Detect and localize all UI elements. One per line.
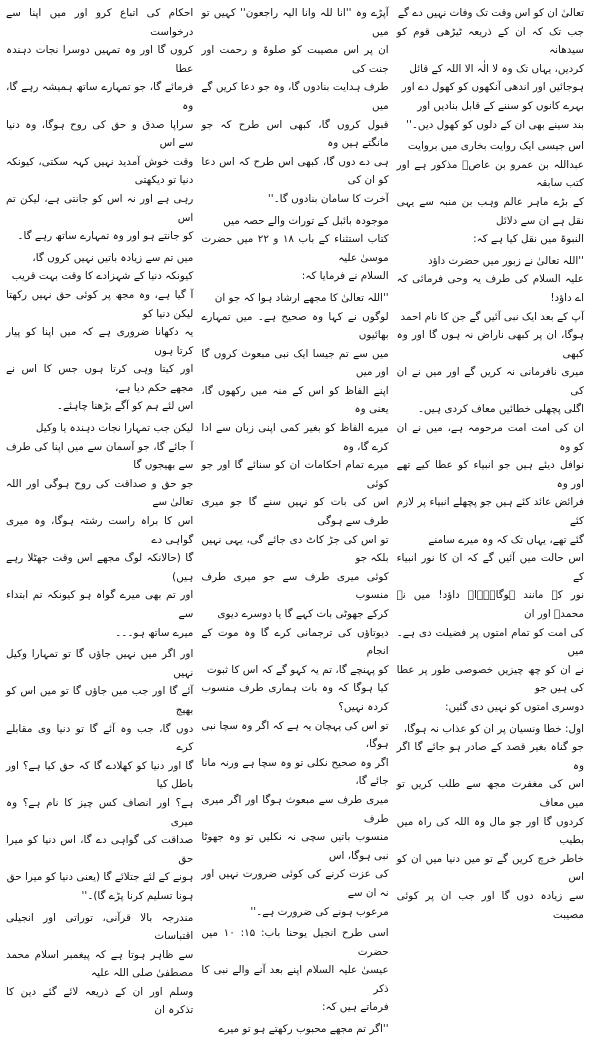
paragraph: اسی طرح انجیل یوحنا باب: ۱۵: ۱۰ میں حضرت عیسیٰ علیہ السلام اپنے بعد آنے والے نبی کا ذکر فرماتے ہیں کہ: <box>201 927 389 1014</box>
paragraph: اول: خطا ونسیان پر ان کو عذاب نہ ہوگا، جو گناہ بغیر قصد کے صادر ہو جائے گا اگر وہ اس کی مغفرت مجھ سے طلب کریں تو میں معاف کردوں گا اور جو مال وہ اللہ کی راہ میں بطیب خاطر خرچ کریں گے تو میں دنیا میں ان کو اس سے زیادہ دوں گا اور جب ان پر کوئی مصیبت <box>396 722 584 921</box>
paragraph: لیکن جب تمہارا نجات دہندہ یا وکیل آ جائے گا، جو آسمان سے میں اپنا کی طرف سے بھیجوں گا جو حق و صداقت کی روح ہوگی اور اللہ تعالیٰ سے اس کا براہ راست رشتہ ہوگا، وہ میری گواہی دے گا (حالانکہ لوگ مجھے اس وقت جھٹلا رہے ہیں) اور تم بھی میرے گواہ ہو کیونکہ تم ابتداء سے میرے ساتھ ہو۔۔۔ <box>6 422 194 639</box>
text-column-left <box>6 4 194 1017</box>
paragraph: تعالیٰ ان کو اس وقت تک وفات نہیں دے گے جب تک کہ ان کے ذریعہ ٹیڑھی قوم کو سیدھانہ کردیں، یہاں تک وہ لا الٰہ الا اللہ کے قائل ہوجائیں اور اندھی آنکھوں کو کھول دے اور بہرے کانوں کو سننے کے قابل بنادیں اور بند سینے بھی ان کے دلوں کو کھول دیں۔'' <box>396 7 584 131</box>
text-column-middle <box>201 4 389 1036</box>
paragraph: احکام کی اتباع کرو اور میں اپنا سے درخواست کروں گا اور وہ تمہیں دوسرا نجات دہندہ عطا فرمائے گا، جو تمہارے ساتھ ہمیشہ رہے گا، وہ سراپا صدق و حق کی روح ہوگا، وہ دنیا سے اس وقت خوش آمدید نہیں کہہ سکتی، کیونکہ دنیا تو دیکھتی رہی ہے اور نہ اس کو جانتی ہے، لیکن تم اس کو جانتے ہو اور وہ تمہارے ساتھ رہے گا۔ <box>6 7 194 243</box>
paragraph: اس جیسی ایک روایت بخاری میں بروایت عبداللہ بن عمرو بن عاصؓ مذکور ہے اور کتب سابقہ کے بڑے ماہر عالم وہب بن منبہ سے یہی نقل ہے ان سے دلائل النبوۃ میں نقل کیا ہے کہ: <box>396 140 584 246</box>
paragraph: ''اللہ تعالیٰ نے زبور میں حضرت داؤد علیہ السلام کی طرف یہ وحی فرمائی کہ اے داؤد! آپ کے بعد ایک نبی آئیں گے جن کا نام احمد ہوگا، ان پر کبھی ناراض نہ ہوں گا اور وہ کبھی میری نافرمانی نہ کریں گے اور میں نے ان کی اگلی پچھلی خطائیں معاف کردی ہیں۔ ان کی امت امت مرحومہ ہے، میں نے ان کو وہ نوافل دیئے ہیں جو انبیاء کو عطا کیے تھے اور وہ فرائض عائد کئے ہیں جو پچھلے انبیاء پر لازم کئے گئے تھے، یہاں تک کہ وہ میرے سامنے اس حالت میں آئیں گے کہ ان کا نور انبیاء کے نور کے مانند ہوگا۔۔۔اے داؤد! میں نے محمدؐ اور ان کی امت کو تمام امتوں پر فضیلت دی ہے۔ میں نے ان کو چھ چیزیں خصوصی طور پر عطا کی ہیں جو دوسری امتوں کو نہیں دی گئیں: <box>396 254 584 713</box>
paragraph: ''اگر تم مجھے محبوب رکھتے ہو تو میرے <box>218 1023 389 1036</box>
paragraph: آپڑے وہ ''انا للہ وانا الیہ راجعون'' کہیں تو میں ان پر اس مصیبت کو صلوۃ و رحمت اور جنت کی طرف ہدایت بنادوں گا، وہ جو دعا کریں گے میں قبول کروں گا، کبھی اس طرح کہ جو مانگتے ہیں وہ ہی دے دوں گا، کبھی اس طرح کہ اس دعا کو ان کی آخرت کا سامان بنادوں گا۔'' <box>201 7 389 205</box>
paragraph: ''اللہ تعالیٰ کا مجھے ارشاد ہوا کہ جو ان لوگوں نے کہا وہ صحیح ہے۔ میں تمہارے بھائیوں میں سے تم جیسا ایک نبی مبعوث کروں گا اور میں اپنے الفاظ کو اس کے منہ میں رکھوں گا، یعنی وہ میرے الفاظ کو بغیر کمی اپنی زبان سے ادا کرے گا، وہ میرے تمام احکامات ان کو سنائے گا اور جو کوئی اس کی بات کو نہیں سنے گا جو میری طرف سے ہوگی تو اس کی جڑ کاٹ دی جائے گی، یہی نہیں بلکہ جو کوئی میری طرف سے جو میری طرف منسوب کرکے جھوٹی بات کہے گا یا دوسرے دیوی دیوتاؤں کی ترجمانی کرے گا وہ موت کے انجام کو پہنچے گا، تم یہ کہو گے کہ اس کا ثبوت کیا ہوگا کہ وہ بات ہماری طرف منسوب کردہ نہیں؟ تو اس کی پہچان یہ ہے کہ اگر وہ سچا نبی ہوگا، اگر وہ صحیح نکلی تو وہ سچا ہے ورنہ مانا جائے گا، میری طرف سے مبعوث ہوگا اور اگر میری طرف منسوب باتیں سچی نہ نکلیں تو وہ جھوٹا نبی ہوگا، اس کی عزت کرنے کی کوئی ضرورت نہیں اور نہ ان سے مرعوب ہونے کی ضرورت ہے۔'' <box>201 291 389 918</box>
paragraph: میں تم سے زیادہ باتیں نہیں کروں گا، کیونکہ دنیا کے شہزادے کا وقت بہت قریب آ گیا ہے، وہ مجھ پر کوئی حق نہیں رکھتا لیکن دنیا کو یہ دکھانا ضروری ہے کہ میں اپنا کو پیار کرتا ہوں اور کیتا وہی کرتا ہوں جس کا اس نے مجھے حکم دیا ہے، اس لئے ہم کو آگے بڑھنا چاہئے۔ <box>6 251 194 413</box>
paragraph: اور اگر میں نہیں جاؤں گا تو تمہارا وکیل نہیں آئے گا اور جب میں جاؤں گا تو میں اس کو بھیج دوں گا، جب وہ آئے گا تو دنیا وی مقابلے کرے گا اور دنیا کو کھلادے گا کہ حق کیا ہے؟ اور باطل کیا ہے؟ اور انصاف کس چیز کا نام ہے؟ وہ میری صداقت کی گواہی دے گا، اس دنیا کو میرا حق ہونے کے لئے جتلائے گا (یعنی دنیا کو میرا حق ہونا تسلیم کرنا پڑے گا)۔'' <box>6 648 194 902</box>
text-column-right <box>396 4 584 921</box>
paragraph: مندرجہ بالا قرآنی، توراتی اور انجیلی اقتباسات سے ظاہر ہوتا ہے کہ پیغمبر اسلام محمد مصطفیٰ صلی اللہ علیہ وسلم اور ان کے ذریعہ لائے گئے دین کا تذکرہ ان <box>6 911 194 1017</box>
paragraph: موجودہ بائبل کے تورات والے حصہ میں کتاب استثناء کے باب ۱۸ و ۲۲ میں حضرت موسیٰ علیہ السلام نے فرمایا کہ: <box>201 214 389 283</box>
